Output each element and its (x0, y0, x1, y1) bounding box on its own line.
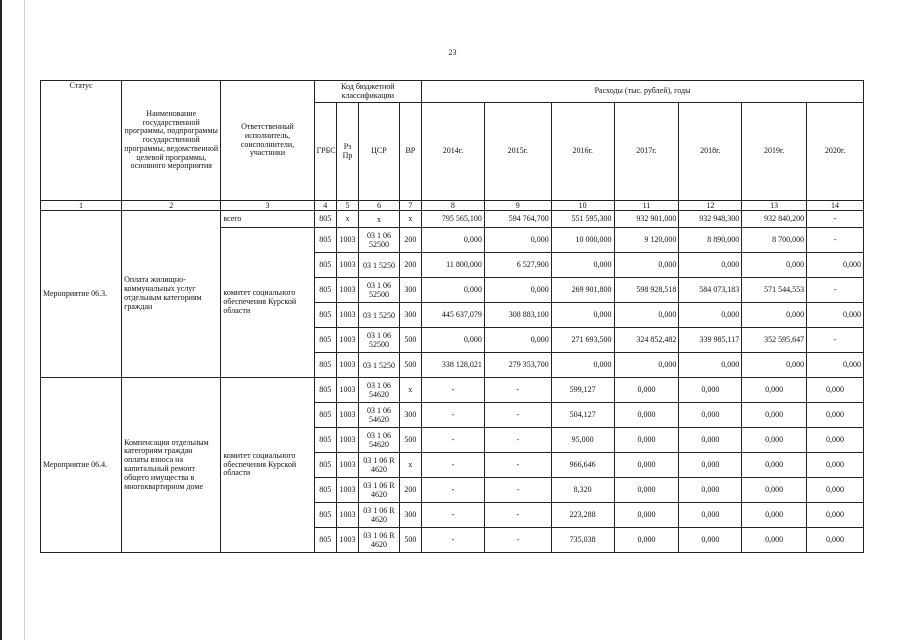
value-cell: 571 544,553 (742, 278, 807, 303)
value-cell: 0,000 (614, 353, 679, 378)
scan-margin-line (24, 0, 25, 640)
grbs-cell: 805 (314, 278, 336, 303)
value-cell: - (422, 528, 485, 553)
rzpr-cell: 1003 (336, 303, 358, 328)
col-number: 3 (221, 201, 314, 211)
value-cell: 279 353,700 (484, 353, 551, 378)
responsible-cell: комитет социального обеспечения Курской области (221, 378, 314, 553)
value-cell: 932 901,000 (614, 211, 679, 228)
vr-cell: 500 (399, 328, 421, 353)
value-cell: 0,000 (807, 428, 864, 453)
col-number: 11 (614, 201, 679, 211)
value-cell: 0,000 (679, 503, 742, 528)
header-year: 2019г. (742, 103, 807, 201)
value-cell: - (807, 328, 864, 353)
grbs-cell: 805 (314, 503, 336, 528)
value-cell: 8 700,000 (742, 228, 807, 253)
value-cell: 223,288 (551, 503, 614, 528)
value-cell: 0,000 (807, 303, 864, 328)
rzpr-cell: 1003 (336, 353, 358, 378)
value-cell: 0,000 (614, 528, 679, 553)
header-year: 2018г. (679, 103, 742, 201)
value-cell: 0,000 (679, 253, 742, 278)
value-cell: - (422, 403, 485, 428)
col-number: 8 (422, 201, 485, 211)
rzpr-cell: x (336, 211, 358, 228)
value-cell: 0,000 (742, 403, 807, 428)
value-cell: 9 120,000 (614, 228, 679, 253)
value-cell: 10 000,000 (551, 228, 614, 253)
csr-cell: 03 1 06 52500 (359, 328, 400, 353)
value-cell: 0,000 (679, 428, 742, 453)
budget-table (40, 80, 864, 553)
value-cell: 0,000 (742, 303, 807, 328)
csr-cell: 03 1 06 52500 (359, 228, 400, 253)
value-cell: 932 840,200 (742, 211, 807, 228)
grbs-cell: 805 (314, 528, 336, 553)
rzpr-cell: 1003 (336, 453, 358, 478)
value-cell: 0,000 (551, 303, 614, 328)
value-cell: 932 948,300 (679, 211, 742, 228)
value-cell: 0,000 (807, 378, 864, 403)
page-number: 23 (448, 48, 457, 57)
grbs-cell: 805 (314, 403, 336, 428)
responsible-cell: всего (221, 211, 314, 228)
grbs-cell: 805 (314, 478, 336, 503)
col-number: 13 (742, 201, 807, 211)
value-cell: 735,038 (551, 528, 614, 553)
value-cell: 0,000 (422, 278, 485, 303)
value-cell: 0,000 (742, 478, 807, 503)
value-cell: 0,000 (551, 253, 614, 278)
rzpr-cell: 1003 (336, 503, 358, 528)
value-cell: 0,000 (742, 453, 807, 478)
rzpr-cell: 1003 (336, 528, 358, 553)
rzpr-cell: 1003 (336, 278, 358, 303)
header-year: 2015г. (484, 103, 551, 201)
col-number: 1 (41, 201, 122, 211)
value-cell: - (422, 503, 485, 528)
value-cell: - (484, 428, 551, 453)
col-number: 2 (122, 201, 221, 211)
vr-cell: x (399, 211, 421, 228)
header-grbs: ГРБС (314, 103, 336, 201)
header-csr: ЦСР (359, 103, 400, 201)
header-rzpr: Рз Пр (336, 103, 358, 201)
csr-cell: 03 1 06 R 4620 (359, 528, 400, 553)
value-cell: 0,000 (807, 503, 864, 528)
value-cell: 0,000 (614, 428, 679, 453)
header-status: Статус (41, 81, 122, 201)
value-cell: 0,000 (551, 353, 614, 378)
rzpr-cell: 1003 (336, 328, 358, 353)
value-cell: 0,000 (614, 453, 679, 478)
csr-cell: 03 1 06 52500 (359, 278, 400, 303)
col-number: 14 (807, 201, 864, 211)
value-cell: 445 637,079 (422, 303, 485, 328)
value-cell: 0,000 (742, 528, 807, 553)
grbs-cell: 805 (314, 303, 336, 328)
value-cell: 0,000 (807, 403, 864, 428)
value-cell: 0,000 (742, 253, 807, 278)
value-cell: 0,000 (807, 478, 864, 503)
value-cell: 308 883,100 (484, 303, 551, 328)
value-cell: 8,320 (551, 478, 614, 503)
grbs-cell: 805 (314, 228, 336, 253)
measure-name: Оплата жилищно-коммунальных услуг отдельным категориям граждан (122, 211, 221, 378)
vr-cell: 300 (399, 278, 421, 303)
value-cell: 0,000 (484, 228, 551, 253)
value-cell: 598 928,518 (614, 278, 679, 303)
status-cell: Мероприятие 06.4. (41, 378, 122, 553)
value-cell: - (807, 278, 864, 303)
rzpr-cell: 1003 (336, 428, 358, 453)
status-cell: Мероприятие 06.3. (41, 211, 122, 378)
value-cell: - (484, 503, 551, 528)
col-number: 9 (484, 201, 551, 211)
value-cell: 0,000 (484, 328, 551, 353)
vr-cell: 300 (399, 303, 421, 328)
value-cell: - (422, 478, 485, 503)
grbs-cell: 805 (314, 428, 336, 453)
value-cell: 0,000 (422, 228, 485, 253)
value-cell: 95,000 (551, 428, 614, 453)
measure-name: Компенсация отдельным категориям граждан оплаты взноса на капитальный ремонт общего имущества в многоквартирном доме (122, 378, 221, 553)
col-number: 7 (399, 201, 421, 211)
value-cell: 584 073,183 (679, 278, 742, 303)
grbs-cell: 805 (314, 328, 336, 353)
rzpr-cell: 1003 (336, 228, 358, 253)
value-cell: 0,000 (679, 303, 742, 328)
rzpr-cell: 1003 (336, 403, 358, 428)
header-year: 2014г. (422, 103, 485, 201)
value-cell: 269 901,800 (551, 278, 614, 303)
vr-cell: 500 (399, 528, 421, 553)
value-cell: 0,000 (679, 528, 742, 553)
vr-cell: 500 (399, 428, 421, 453)
table-row (41, 378, 864, 403)
value-cell: 0,000 (614, 478, 679, 503)
grbs-cell: 805 (314, 453, 336, 478)
vr-cell: 500 (399, 353, 421, 378)
value-cell: 0,000 (614, 403, 679, 428)
rzpr-cell: 1003 (336, 378, 358, 403)
value-cell: 594 764,700 (484, 211, 551, 228)
vr-cell: 300 (399, 503, 421, 528)
col-number: 6 (359, 201, 400, 211)
csr-cell: 03 1 5250 (359, 303, 400, 328)
value-cell: - (422, 428, 485, 453)
value-cell: - (422, 378, 485, 403)
col-number: 5 (336, 201, 358, 211)
header-expenses: Расходы (тыс. рублей), годы (422, 81, 864, 103)
vr-cell: 200 (399, 478, 421, 503)
csr-cell: 03 1 06 R 4620 (359, 478, 400, 503)
header-vr: ВР (399, 103, 421, 201)
csr-cell: 03 1 06 R 4620 (359, 503, 400, 528)
column-number-row (41, 201, 864, 211)
csr-cell: 03 1 06 R 4620 (359, 453, 400, 478)
header-year: 2020г. (807, 103, 864, 201)
csr-cell: 03 1 5250 (359, 353, 400, 378)
value-cell: 0,000 (742, 503, 807, 528)
value-cell: 0,000 (679, 403, 742, 428)
csr-cell: 03 1 06 54620 (359, 378, 400, 403)
value-cell: 0,000 (679, 453, 742, 478)
col-number: 4 (314, 201, 336, 211)
value-cell: - (807, 228, 864, 253)
value-cell: 0,000 (614, 503, 679, 528)
header-year: 2016г. (551, 103, 614, 201)
scan-left-edge (0, 0, 2, 640)
value-cell: 551 595,300 (551, 211, 614, 228)
value-cell: 966,646 (551, 453, 614, 478)
vr-cell: 200 (399, 228, 421, 253)
grbs-cell: 805 (314, 253, 336, 278)
value-cell: 339 985,117 (679, 328, 742, 353)
header-responsible: Ответственный исполнитель, соисполнители, участники (221, 81, 314, 201)
value-cell: - (484, 453, 551, 478)
value-cell: - (484, 378, 551, 403)
grbs-cell: 805 (314, 378, 336, 403)
value-cell: 0,000 (679, 478, 742, 503)
vr-cell: 300 (399, 403, 421, 428)
header-name: Наименование государственной программы, подпрограммы государственной программы, ведомственной целевой программы, основного мероприятия (122, 81, 221, 201)
value-cell: 599,127 (551, 378, 614, 403)
csr-cell: 03 1 5250 (359, 253, 400, 278)
col-number: 12 (679, 201, 742, 211)
value-cell: 271 693,500 (551, 328, 614, 353)
table-row (41, 211, 864, 228)
value-cell: - (422, 453, 485, 478)
value-cell: 0,000 (614, 303, 679, 328)
value-cell: 0,000 (484, 278, 551, 303)
value-cell: 0,000 (679, 353, 742, 378)
value-cell: 0,000 (807, 353, 864, 378)
value-cell: 352 595,647 (742, 328, 807, 353)
rzpr-cell: 1003 (336, 478, 358, 503)
csr-cell: 03 1 06 54620 (359, 428, 400, 453)
grbs-cell: 805 (314, 353, 336, 378)
value-cell: 0,000 (679, 378, 742, 403)
value-cell: 0,000 (807, 453, 864, 478)
value-cell: 0,000 (614, 378, 679, 403)
value-cell: 6 527,900 (484, 253, 551, 278)
col-number: 10 (551, 201, 614, 211)
value-cell: 11 800,000 (422, 253, 485, 278)
value-cell: 0,000 (422, 328, 485, 353)
value-cell: - (484, 528, 551, 553)
value-cell: 0,000 (742, 378, 807, 403)
value-cell: 0,000 (614, 253, 679, 278)
vr-cell: x (399, 453, 421, 478)
responsible-cell: комитет социального обеспечения Курской области (221, 228, 314, 378)
value-cell: 795 565,100 (422, 211, 485, 228)
value-cell: 0,000 (807, 528, 864, 553)
vr-cell: x (399, 378, 421, 403)
grbs-cell: 805 (314, 211, 336, 228)
value-cell: 8 890,000 (679, 228, 742, 253)
value-cell: - (484, 403, 551, 428)
rzpr-cell: 1003 (336, 253, 358, 278)
vr-cell: 200 (399, 253, 421, 278)
csr-cell: x (359, 211, 400, 228)
value-cell: - (807, 211, 864, 228)
value-cell: 324 852,482 (614, 328, 679, 353)
csr-cell: 03 1 06 54620 (359, 403, 400, 428)
value-cell: 0,000 (742, 428, 807, 453)
header-budget-code: Код бюджетной классификации (314, 81, 421, 103)
value-cell: 0,000 (742, 353, 807, 378)
value-cell: 0,000 (807, 253, 864, 278)
value-cell: 504,127 (551, 403, 614, 428)
value-cell: - (484, 478, 551, 503)
header-year: 2017г. (614, 103, 679, 201)
value-cell: 338 128,021 (422, 353, 485, 378)
